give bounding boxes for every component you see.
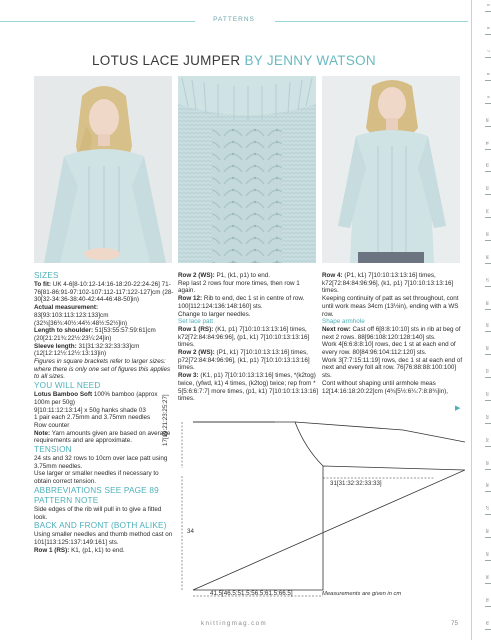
ruler-number: 9 <box>486 96 491 98</box>
ruler-number: 23 <box>485 415 490 419</box>
ruler-number: 29 <box>485 552 490 556</box>
ruler-tick <box>485 194 491 195</box>
ruler-number: 13 <box>485 186 490 190</box>
ruler-tick <box>485 560 491 561</box>
ruler-tick <box>485 331 491 332</box>
ruler-tick <box>485 149 491 150</box>
row-counter-text: Row counter <box>34 421 70 429</box>
ruler-number: 22 <box>485 392 490 396</box>
ruler-number: 26 <box>485 483 490 487</box>
section-label: PATTERNS <box>213 16 255 23</box>
cm-ruler <box>471 0 491 640</box>
tension-heading: TENSION <box>34 445 72 455</box>
half-width-label: 41.5[46.5:51.5:56.5:61.5:66.5] <box>210 590 293 597</box>
next-row-text: Next row: Cast off 6[8:8:10:10] sts in rib at beg of next 2 rows. 88[96:108:120:128:140] sts. <box>322 325 461 341</box>
jumper-schematic <box>175 418 465 608</box>
ruler-number: 27 <box>485 506 490 510</box>
armhole-depth-label: 17[19:21:23:25:27] <box>162 394 169 446</box>
sleeve-width-label: 31[31:32:32:33:33] <box>330 480 382 487</box>
ruler-number: 31 <box>485 598 490 602</box>
ruler-tick <box>485 400 491 401</box>
lace-patt-subheading: Set lace patt <box>178 318 214 326</box>
ruler-tick <box>485 537 491 538</box>
ruler-number: 7 <box>486 50 491 52</box>
change-needles-text: Change to larger needles. <box>178 310 251 318</box>
continue-text: Cont without shaping until armhole meas 12[14:16:18:20:22]cm (4¾[5½:6¼:7:8:8¾]in), <box>322 379 449 395</box>
ruler-tick <box>485 446 491 447</box>
pattern-column-3 <box>322 272 464 395</box>
ruler-number: 17 <box>485 278 490 282</box>
pattern-note-text: Side edges of the rib will pull in to give a fitted look. <box>34 505 162 521</box>
ruler-tick <box>485 11 491 12</box>
title-designer: BY JENNY WATSON <box>244 53 376 68</box>
yarn-quantity: 9[10:11:12:13:14] x 50g hanks shade 03 <box>34 406 146 414</box>
ruler-number: 6 <box>486 27 491 29</box>
ruler-tick <box>485 286 491 287</box>
ruler-number: 30 <box>485 575 490 579</box>
pattern-column-1 <box>34 271 174 554</box>
row-1-text: Row 1 (RS): K1, (p1, k1) to end. <box>34 546 125 554</box>
ruler-number: 5 <box>486 4 491 6</box>
row-12-text: Row 12: Rib to end, dec 1 st in centre of row. 100[112:124:136:148:160] sts. <box>178 295 305 310</box>
cast-on-text: Using smaller needles and thumb method cast on 101[113:125:137:149:161] sts. <box>34 531 173 546</box>
ruler-tick <box>485 80 491 81</box>
ruler-number: 18 <box>485 301 490 305</box>
ruler-tick <box>485 423 491 424</box>
ruler-tick <box>485 240 491 241</box>
to-fit-text: To fit: UK 4-6[8-10:12-14:16-18:20-22:24-26] 71-76[81-86:91-97:102-107:112-117:122-127]cm (28-30[32-34:36-38:40-42:44-46:48-50]in) <box>34 281 174 304</box>
title-main: LOTUS LACE JUMPER <box>92 53 241 68</box>
ruler-number: 28 <box>485 529 490 533</box>
ruler-tick <box>485 217 491 218</box>
ruler-number: 14 <box>485 209 490 213</box>
ruler-tick <box>485 469 491 470</box>
page-number: 75 <box>451 620 458 627</box>
pattern-column-2 <box>178 272 318 403</box>
ruler-tick <box>485 491 491 492</box>
lace-row-4: Row 4: (P1, k1) 7[10:10:13:13:16] times, k72[72:84:84:96:96], (k1, p1) 7[10:10:13:13:16] times. <box>322 272 454 295</box>
ruler-tick <box>485 354 491 355</box>
body-length-label: 34 <box>187 528 194 535</box>
ruler-number: 8 <box>486 73 491 75</box>
pattern-title <box>0 53 468 68</box>
ruler-number: 24 <box>485 438 490 442</box>
tension-text: 24 sts and 32 rows to 10cm over lace patt using 3.75mm needles. <box>34 455 168 470</box>
ruler-number: 11 <box>485 141 490 145</box>
continue-arrow-icon: ▶ <box>455 405 461 412</box>
model-photo-right <box>322 76 460 263</box>
ruler-tick <box>485 629 491 630</box>
lace-detail-photo <box>178 76 316 263</box>
ruler-tick <box>485 514 491 515</box>
yarn-text: Lotus Bamboo Soft 100% bamboo (approx 100m per 50g) <box>34 391 158 406</box>
ruler-tick <box>485 57 491 58</box>
actual-measurement-text: Actual measurement: 83[93:103:113:123:133]cm (32¾[36¾:40½:44½:48½:52½]in) <box>34 304 128 327</box>
ruler-tick <box>485 377 491 378</box>
lace-row-3: Row 3: (K1, p1) 7[10:10:13:13:16] times, *(k2tog) twice, (yfwd, k1) 4 times, (k2tog) twice; rep from * 5[5:6:6:7:7] more times, (p1, k1) 7[10:10:13:13:16] times. <box>178 372 319 403</box>
pattern-note-heading: PATTERN NOTE <box>34 495 99 505</box>
ruler-number: 32 <box>485 621 490 625</box>
ruler-number: 19 <box>485 323 490 327</box>
you-will-need-heading: YOU WILL NEED <box>34 381 101 391</box>
ruler-number: 15 <box>485 232 490 236</box>
abbreviations-heading: ABBREVIATIONS SEE PAGE 89 <box>34 485 159 495</box>
ruler-number: 21 <box>485 369 490 373</box>
tension-text-2: Use larger or smaller needles if necessary to obtain correct tension. <box>34 470 159 486</box>
ruler-number: 10 <box>485 118 490 122</box>
model-photo-left <box>34 76 172 263</box>
ruler-tick <box>485 103 491 104</box>
website-footer: knittingmag.com <box>200 620 268 627</box>
needles-text: 1 pair each 2.75mm and 3.75mm needles <box>34 414 151 422</box>
back-front-heading: BACK AND FRONT (BOTH ALIKE) <box>34 521 167 531</box>
lace-row-1: Row 1 (RS): (K1, p1) 7[10:10:13:13:16] times, k72[72:84:84:96:96], (p1, k1) 7[10:10:13:13:16] times. <box>178 325 310 349</box>
need-note: Note: Yarn amounts given are based on average requirements and are approximate. <box>34 429 171 445</box>
keep-continuity-text: Keeping continuity of patt as set throughout, cont until work meas 34cm (13½in), ending with a WS row. <box>322 295 459 318</box>
ruler-number: 12 <box>485 163 490 167</box>
ruler-number: 20 <box>485 346 490 350</box>
ruler-number: 25 <box>485 461 490 465</box>
ruler-tick <box>485 34 491 35</box>
sleeve-length-text: Sleeve length: 31[31:32:32:33:33]cm (12[12:12½:12½:13:13]in) <box>34 342 140 358</box>
row-2-text: Row 2 (WS): P1, (k1, p1) to end. <box>178 272 271 279</box>
sizes-note: Figures in square brackets refer to larger sizes: where there is only one set of figures this applies to all sizes. <box>34 358 171 381</box>
ruler-tick <box>485 171 491 172</box>
ruler-tick <box>485 309 491 310</box>
ruler-tick <box>485 263 491 264</box>
armhole-subheading: Shape armhole <box>322 318 365 326</box>
length-to-shoulder-text: Length to shoulder: 51[53:55:57:59:61]cm (20[21:21¾:22½:23¼:24]in) <box>34 327 156 342</box>
ruler-tick <box>485 126 491 127</box>
ruler-tick <box>485 583 491 584</box>
work-rows-text-1: Work 4[6:6:8:8:10] rows, dec 1 st at each end of every row. 80[84:96:104:112:120] sts. <box>322 341 456 357</box>
ruler-tick <box>485 606 491 607</box>
work-rows-text-2: Work 3[7:7:15:11:19] rows, dec 1 st at each end of next and every foll alt row. 76[76:88:88:100:100] sts. <box>322 356 463 380</box>
measurements-note: Measurements are given in cm <box>322 591 402 597</box>
sizes-heading: SIZES <box>34 271 59 280</box>
lace-row-2: Row 2 (WS): (P1, k1) 7[10:10:13:13:16] times, p72[72:84:84:96:96], (k1, p1) 7[10:10:13:13:16] times. <box>178 349 310 372</box>
header-rule-right <box>275 21 468 22</box>
repeat-text: Rep last 2 rows four more times, then row 1 again. <box>178 279 300 295</box>
ruler-number: 16 <box>485 255 490 259</box>
